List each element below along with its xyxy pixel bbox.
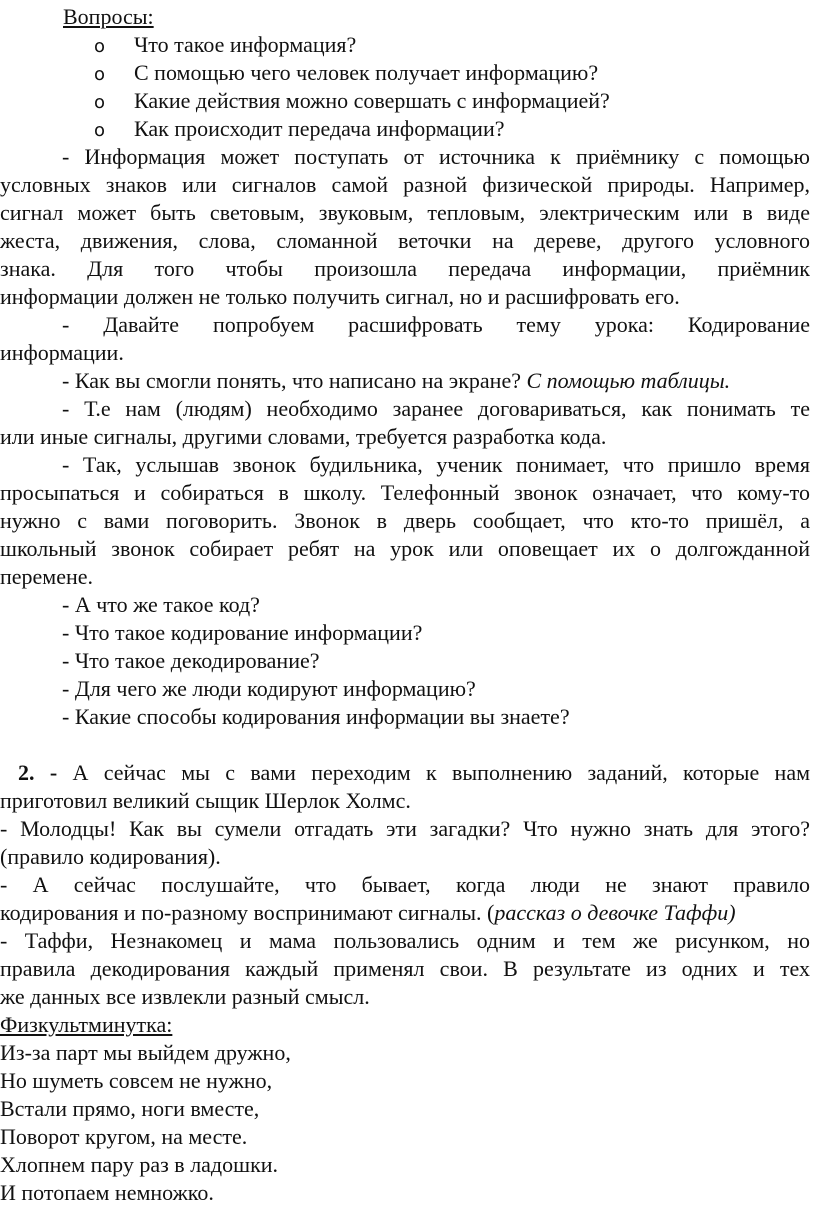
paragraph-line: жеста, движения, слова, сломанной веточки на дереве, другого условного (0, 228, 810, 253)
poem-line: Хлопнем пару раз в ладошки. (0, 1152, 279, 1177)
question-item (94, 31, 810, 59)
paragraph-line: - Т.е нам (людям) необходимо заранее договариваться, как понимать те (62, 396, 810, 421)
italic-answer: С помощью таблицы. (526, 368, 731, 393)
question-text: Как происходит передача информации? (134, 116, 505, 141)
bullet-icon: o (94, 92, 106, 113)
paragraph-line: приготовил великий сыщик Шерлок Холмс. (0, 788, 411, 813)
paragraph-line (0, 899, 810, 927)
paragraph-line: - Давайте попробуем расшифровать тему урока: Кодирование (62, 312, 810, 337)
paragraph-line (62, 367, 810, 395)
section-text: А сейчас мы с вами переходим к выполнению заданий, которые нам (57, 760, 811, 785)
paragraph-line: же данных все извлекли разный смысл. (0, 984, 370, 1009)
poem-line: Но шуметь совсем не нужно, (0, 1068, 273, 1093)
poem-line: И потопаем немножко. (0, 1180, 214, 1205)
paragraph-line: (правило кодирования). (0, 844, 221, 869)
question-text: Какие действия можно совершать с информацией? (134, 88, 610, 113)
paragraph-line: информации должен не только получить сигнал, но и расшифровать его. (0, 284, 680, 309)
paragraph-line: - А сейчас послушайте, что бывает, когда люди не знают правило (0, 872, 810, 897)
paragraph-line: перемене. (0, 564, 94, 589)
paragraph-line: знака. Для того чтобы произошла передача информации, приёмник (0, 256, 810, 281)
short-question: - Что такое кодирование информации? (62, 620, 423, 645)
paragraph-line: - Молодцы! Как вы сумели отгадать эти загадки? Что нужно знать для этого? (0, 816, 810, 841)
exercise-heading-text: Физкультминутка: (0, 1012, 173, 1037)
questions-heading (63, 3, 810, 31)
paragraph-text: - Как вы смогли понять, что написано на экране? (62, 368, 527, 393)
paragraph-line: или иные сигналы, другими словами, требуется разработка кода. (0, 424, 607, 449)
question-item (94, 87, 810, 115)
exercise-heading (0, 1011, 810, 1039)
question-item (94, 59, 810, 87)
section-2-line (18, 759, 810, 787)
paragraph-line: нужно с вами поговорить. Звонок в дверь сообщает, что кто-то пришёл, а (0, 508, 810, 533)
short-question: - Для чего же люди кодируют информацию? (62, 676, 476, 701)
paragraph-line: - Информация может поступать от источника к приёмнику с помощью (62, 144, 810, 169)
paragraph-line: условных знаков или сигналов самой разной физической природы. Например, (0, 172, 810, 197)
paragraph-line: - Таффи, Незнакомец и мама пользовались одним и тем же рисунком, но (0, 928, 810, 953)
bullet-icon: o (94, 36, 106, 57)
paragraph-line: - Так, услышав звонок будильника, ученик понимает, что пришло время (62, 452, 810, 477)
short-question: - Какие способы кодирования информации вы знаете? (62, 704, 570, 729)
bullet-icon: o (94, 120, 106, 141)
poem-line: Поворот кругом, на месте. (0, 1124, 248, 1149)
paragraph-line: просыпаться и собираться в школу. Телефонный звонок означает, что кому-то (0, 480, 810, 505)
paragraph-line: правила декодирования каждый применял свои. В результате из одних и тех (0, 956, 810, 981)
short-question: - А что же такое код? (62, 592, 260, 617)
question-item (94, 115, 810, 143)
paragraph-line: информации. (0, 340, 124, 365)
paragraph-line: сигнал может быть световым, звуковым, тепловым, электрическим или в виде (0, 200, 810, 225)
question-text: Что такое информация? (134, 32, 357, 57)
paragraph-line: школьный звонок собирает ребят на урок или оповещает их о долгожданной (0, 536, 810, 561)
paragraph-text: кодирования и по-разному воспринимают сигналы. ( (0, 900, 495, 925)
section-number: 2. - (18, 760, 58, 785)
question-text: С помощью чего человек получает информацию? (134, 60, 599, 85)
questions-heading-text: Вопросы: (63, 4, 154, 29)
poem-line: Встали прямо, ноги вместе, (0, 1096, 260, 1121)
bullet-icon: o (94, 64, 106, 85)
poem-line: Из-за парт мы выйдем дружно, (0, 1040, 291, 1065)
short-question: - Что такое декодирование? (62, 648, 320, 673)
italic-story-title: рассказ о девочке Таффи) (494, 900, 736, 925)
